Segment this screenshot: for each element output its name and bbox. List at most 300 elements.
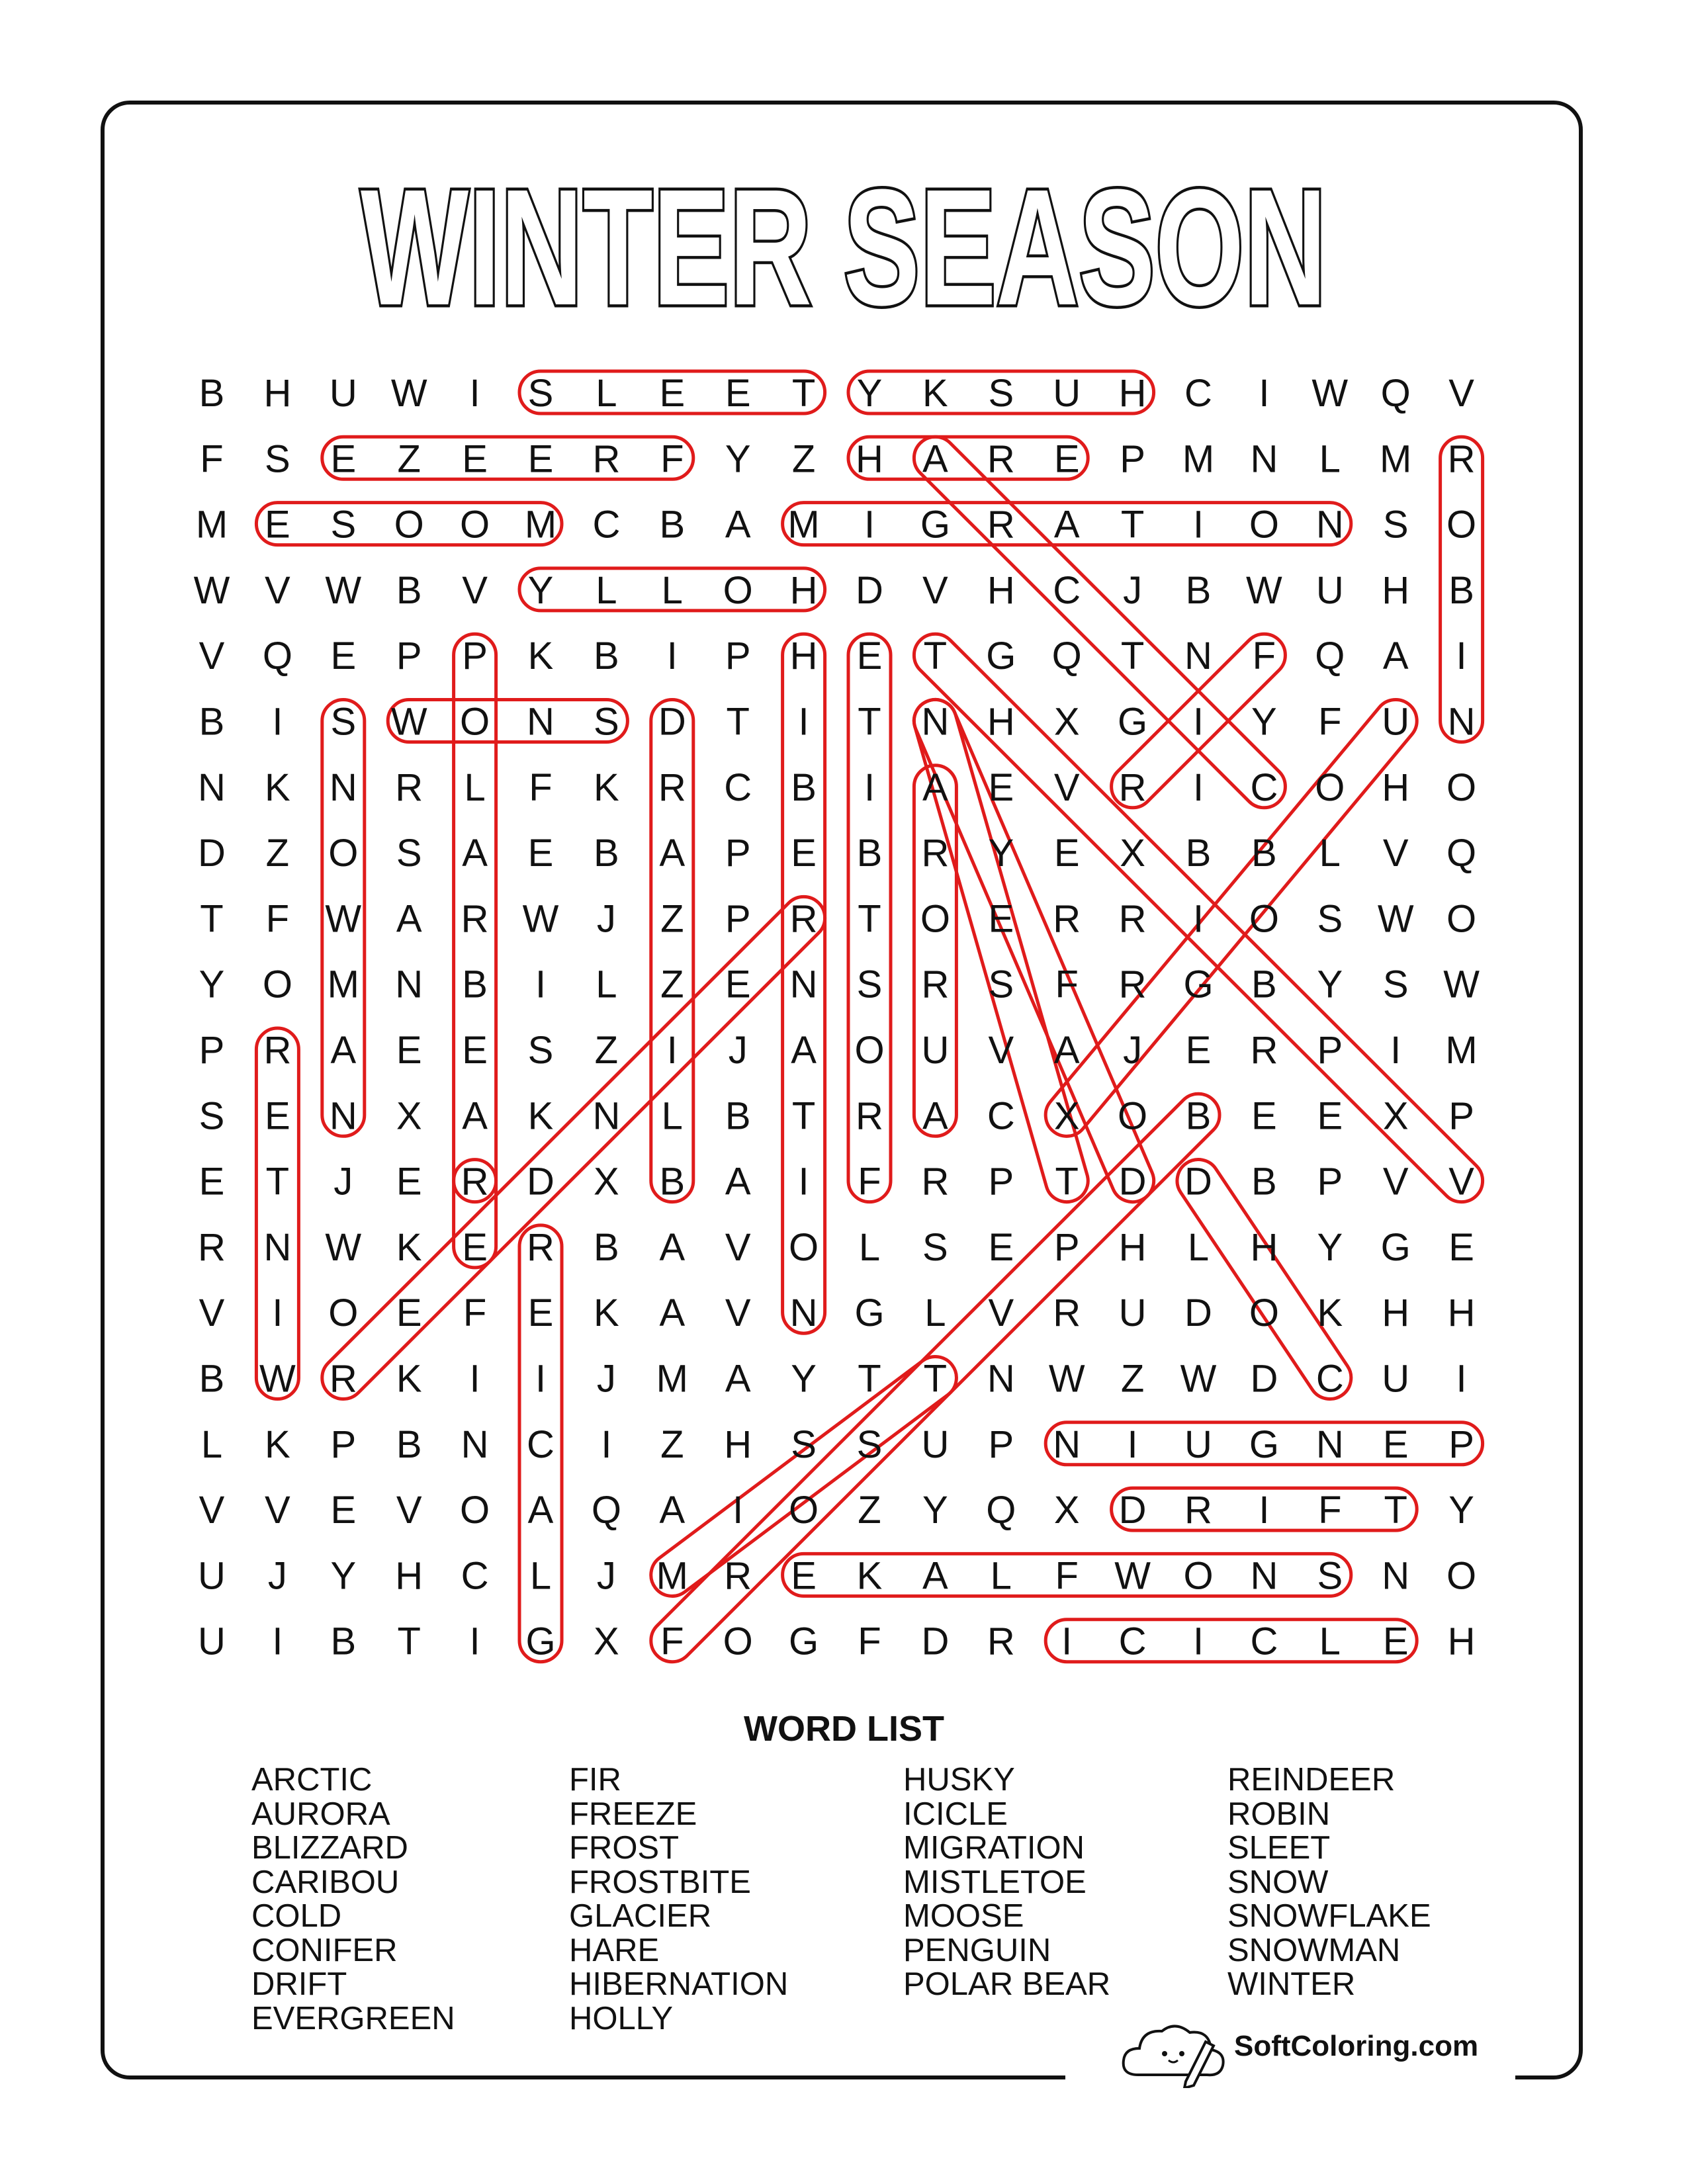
grid-letter: U [1053, 372, 1081, 415]
grid-letter: P [1120, 437, 1145, 481]
grid-letter: E [1317, 1094, 1343, 1138]
grid-letter: V [1382, 832, 1409, 875]
grid-letter: W [1246, 568, 1282, 612]
grid-letter: D [921, 1620, 950, 1663]
grid-letter: I [666, 634, 678, 678]
word-list-item: HUSKY [903, 1762, 1015, 1798]
grid-letter: G [1380, 1225, 1411, 1269]
grid-letter: H [1118, 372, 1147, 415]
word-list-heading: WORD LIST [744, 1709, 944, 1749]
grid-letter: O [723, 1620, 753, 1663]
grid-letter: P [330, 1422, 357, 1466]
grid-letter: B [659, 503, 686, 546]
grid-letter: U [921, 1029, 950, 1072]
grid-letter: B [856, 832, 883, 875]
grid-letter: X [594, 1160, 619, 1203]
grid-letter: B [462, 963, 488, 1006]
grid-letter: E [791, 1554, 817, 1598]
grid-letter: S [330, 503, 357, 546]
grid-letter: S [988, 372, 1014, 415]
grid-letter: B [1185, 832, 1212, 875]
grid-letter: W [522, 897, 559, 941]
grid-letter: I [1192, 700, 1204, 744]
grid-letter: I [1192, 897, 1204, 941]
grid-letter: A [725, 1160, 751, 1203]
grid-letter: Z [660, 1422, 684, 1466]
grid-letter: P [1448, 1422, 1474, 1466]
grid-letter: J [596, 897, 616, 941]
grid-letter: L [1319, 1620, 1341, 1663]
grid-letter: B [1448, 568, 1474, 612]
grid-letter: Q [1051, 634, 1082, 678]
grid-letter: Y [1317, 1225, 1343, 1269]
brand-logo [1118, 2015, 1479, 2088]
grid-letter: U [1184, 1422, 1212, 1466]
grid-letter: R [1447, 437, 1476, 481]
grid-letter: B [1185, 568, 1212, 612]
grid-letter: M [656, 1357, 688, 1401]
word-list-item: COLD [251, 1898, 342, 1934]
grid-letter: V [988, 1291, 1014, 1335]
word-list-item: DRIFT [251, 1966, 347, 2002]
found-word-loop [848, 437, 1088, 479]
word-list-item: GLACIER [569, 1898, 712, 1934]
grid-letter: E [527, 832, 554, 875]
grid-letter: B [1251, 1160, 1277, 1203]
grid-letter: R [1118, 765, 1147, 809]
grid-letter: B [199, 372, 225, 415]
grid-letter: T [923, 1357, 948, 1401]
grid-letter: I [1456, 1357, 1467, 1401]
word-list-item: ARCTIC [251, 1762, 373, 1798]
grid-letter: L [661, 568, 683, 612]
grid-letter: H [987, 700, 1015, 744]
grid-letter: A [725, 1357, 751, 1401]
grid-letter: K [396, 1357, 422, 1401]
grid-letter: L [200, 1422, 223, 1466]
grid-letter: P [725, 634, 751, 678]
grid-letter: E [1053, 437, 1080, 481]
grid-letter: A [659, 1291, 686, 1335]
grid-letter: T [265, 1160, 290, 1203]
grid-letter: H [987, 568, 1015, 612]
grid-letter: K [527, 634, 554, 678]
grid-letter: G [1183, 963, 1214, 1006]
grid-letter: S [1317, 897, 1343, 941]
grid-letter: V [396, 1489, 422, 1532]
grid-letter: N [789, 963, 818, 1006]
grid-letter: C [1184, 372, 1212, 415]
grid-letter: L [661, 1094, 683, 1138]
grid-letter: V [1382, 1160, 1409, 1203]
grid-letter: Z [791, 437, 816, 481]
grid-letter: U [198, 1554, 226, 1598]
grid-letter: C [1315, 1357, 1344, 1401]
grid-letter: S [527, 1029, 554, 1072]
grid-letter: R [461, 1160, 489, 1203]
brand-text: SoftColoring.com [1234, 2030, 1479, 2062]
grid-letter: I [733, 1489, 744, 1532]
grid-letter: R [1184, 1489, 1212, 1532]
grid-letter: C [1118, 1620, 1147, 1663]
grid-letter: A [922, 437, 948, 481]
grid-letter: Y [791, 1357, 817, 1401]
word-list-item: SNOWFLAKE [1227, 1898, 1431, 1934]
grid-letter: X [1382, 1094, 1409, 1138]
grid-letter: A [922, 1094, 948, 1138]
grid-letter: P [1053, 1225, 1080, 1269]
grid-letter: R [987, 1620, 1015, 1663]
grid-letter: I [1192, 503, 1204, 546]
grid-letter: R [263, 1029, 292, 1072]
grid-letter: E [330, 1489, 357, 1532]
word-list-item: PENGUIN [903, 1932, 1051, 1968]
grid-letter: J [1123, 1029, 1143, 1072]
grid-letter: N [921, 700, 950, 744]
grid-letter: K [922, 372, 948, 415]
grid-letter: F [200, 437, 224, 481]
grid-letter: O [789, 1489, 819, 1532]
grid-letter: E [527, 437, 554, 481]
grid-letter: E [396, 1160, 422, 1203]
grid-letter: E [791, 832, 817, 875]
grid-letter: K [1317, 1291, 1343, 1335]
grid-letter: L [1187, 1225, 1210, 1269]
found-word-loop [1045, 1620, 1417, 1662]
grid-letter: A [659, 1489, 686, 1532]
grid-letter: K [396, 1225, 422, 1269]
grid-letter: U [921, 1422, 950, 1466]
grid-letter: D [1118, 1489, 1147, 1532]
word-list-item: CARIBOU [251, 1864, 400, 1900]
grid-letter: A [462, 1094, 488, 1138]
found-word-loop [905, 428, 1294, 816]
grid-letter: E [1185, 1029, 1212, 1072]
grid-letter: T [1384, 1489, 1407, 1532]
grid-letter: R [1053, 897, 1081, 941]
grid-letter: T [858, 1357, 881, 1401]
grid-letter: D [1250, 1357, 1278, 1401]
grid-letter: F [660, 1620, 684, 1663]
grid-letter: G [789, 1620, 819, 1663]
grid-letter: F [463, 1291, 487, 1335]
word-list-item: ICICLE [903, 1796, 1008, 1832]
grid-letter: T [397, 1620, 421, 1663]
word-list-column [1227, 1763, 1431, 2002]
grid-letter: H [1447, 1620, 1476, 1663]
grid-letter: S [396, 832, 422, 875]
grid-letter: I [864, 765, 875, 809]
grid-letter: O [854, 1029, 885, 1072]
grid-letter: S [1382, 963, 1409, 1006]
grid-letter: E [330, 437, 357, 481]
grid-letter: T [923, 634, 948, 678]
grid-letter: T [1120, 503, 1145, 546]
grid-letter: H [1118, 1225, 1147, 1269]
grid-letter: K [265, 765, 290, 809]
grid-letter: H [395, 1554, 423, 1598]
grid-letter: H [1382, 765, 1410, 809]
grid-letter: B [1251, 832, 1277, 875]
grid-letter: K [527, 1094, 554, 1138]
grid-letter: R [395, 765, 423, 809]
grid-letter: F [265, 897, 290, 941]
grid-letter: N [987, 1357, 1015, 1401]
grid-letter: Z [265, 832, 290, 875]
grid-letter: A [791, 1029, 817, 1072]
grid-letter: I [469, 372, 480, 415]
word-list-item: FROST [569, 1830, 680, 1866]
grid-letter: N [1447, 700, 1476, 744]
grid-letter: W [193, 568, 230, 612]
grid-letter: E [1382, 1422, 1409, 1466]
grid-letter: U [198, 1620, 226, 1663]
grid-letter: O [328, 832, 359, 875]
grid-letter: X [594, 1620, 619, 1663]
word-list-item: FROSTBITE [569, 1864, 751, 1900]
word-list-item: HARE [569, 1932, 660, 1968]
grid-letter: I [666, 1029, 678, 1072]
grid-letter: I [535, 1357, 547, 1401]
grid-letter: D [1184, 1291, 1212, 1335]
grid-letter: K [594, 1291, 619, 1335]
grid-letter: A [1382, 634, 1409, 678]
word-list-item: SLEET [1227, 1830, 1331, 1866]
grid-letter: Z [660, 963, 684, 1006]
grid-letter: O [1249, 897, 1279, 941]
grid-letter: R [921, 1160, 950, 1203]
grid-letter: M [1445, 1029, 1478, 1072]
grid-letter: N [1250, 437, 1278, 481]
grid-letter: B [594, 1225, 619, 1269]
grid-letter: W [259, 1357, 296, 1401]
grid-letter: H [789, 568, 818, 612]
grid-letter: U [1315, 568, 1344, 612]
grid-letter: Z [397, 437, 421, 481]
grid-letter: O [328, 1291, 359, 1335]
grid-letter: P [988, 1422, 1014, 1466]
grid-letter: I [1061, 1620, 1073, 1663]
grid-letter: W [1311, 372, 1349, 415]
found-word-loops [256, 371, 1491, 1671]
grid-letter: I [535, 963, 547, 1006]
grid-letter: V [265, 568, 290, 612]
grid-letter: E [265, 1094, 290, 1138]
grid-letter: N [1053, 1422, 1081, 1466]
grid-letter: W [390, 372, 427, 415]
grid-letter: M [195, 503, 228, 546]
grid-letter: W [390, 700, 427, 744]
grid-letter: S [594, 700, 619, 744]
grid-letter: X [1053, 1489, 1080, 1532]
grid-letter: I [272, 700, 283, 744]
grid-letter: R [461, 897, 489, 941]
grid-letter: C [461, 1554, 489, 1598]
grid-letter: E [1053, 832, 1080, 875]
word-list-item: AURORA [251, 1796, 390, 1832]
grid-letter: N [789, 1291, 818, 1335]
grid-letter: V [725, 1225, 751, 1269]
grid-letter: C [527, 1422, 555, 1466]
grid-letter: B [594, 634, 619, 678]
grid-letter: F [529, 765, 553, 809]
found-word-loop [314, 888, 834, 1408]
grid-letter: V [199, 1291, 225, 1335]
grid-letter: F [1318, 1489, 1342, 1532]
grid-letter: I [864, 503, 875, 546]
grid-letter: U [329, 372, 357, 415]
grid-letter: Y [725, 437, 751, 481]
grid-letter: Y [527, 568, 554, 612]
grid-letter: L [1319, 437, 1341, 481]
grid-letter: N [329, 765, 357, 809]
grid-letter: E [265, 503, 290, 546]
grid-letter: O [1446, 897, 1477, 941]
grid-letter: R [592, 437, 621, 481]
grid-letter: A [1053, 503, 1080, 546]
grid-letter: X [1120, 832, 1145, 875]
grid-letter: I [601, 1422, 612, 1466]
grid-letter: S [330, 700, 357, 744]
grid-letter: F [1318, 700, 1342, 744]
grid-letter: W [325, 897, 362, 941]
grid-letter: B [594, 832, 619, 875]
grid-letter: Z [660, 897, 684, 941]
word-list-item: WINTER [1227, 1966, 1356, 2002]
grid-letter: E [856, 634, 883, 678]
grid-letter: L [858, 1225, 881, 1269]
grid-letter: V [199, 1489, 225, 1532]
grid-letter: O [1183, 1554, 1214, 1598]
grid-letter: Y [922, 1489, 948, 1532]
grid-letter: N [1382, 1554, 1410, 1598]
grid-letter: L [596, 963, 617, 1006]
grid-letter: A [922, 1554, 948, 1598]
word-list-item: FREEZE [569, 1796, 697, 1832]
grid-letter: N [461, 1422, 489, 1466]
grid-letter: E [1448, 1225, 1474, 1269]
grid-letter: E [659, 372, 686, 415]
grid-letter: R [1118, 963, 1147, 1006]
grid-letter: Y [199, 963, 225, 1006]
grid-letter: E [199, 1160, 225, 1203]
grid-letter: E [1382, 1620, 1409, 1663]
grid-letter: W [1180, 1357, 1217, 1401]
word-list-item: MISTLETOE [903, 1864, 1087, 1900]
grid-letter: A [1053, 1029, 1080, 1072]
grid-letter: C [592, 503, 621, 546]
grid-letter: E [988, 1225, 1014, 1269]
grid-letter: I [272, 1620, 283, 1663]
grid-letter: U [1382, 700, 1410, 744]
grid-letter: E [462, 437, 488, 481]
word-list-item: MIGRATION [903, 1830, 1085, 1866]
grid-letter: A [527, 1489, 554, 1532]
grid-letter: B [659, 1160, 686, 1203]
found-word-loop [914, 765, 956, 1137]
found-word-loop [1037, 691, 1425, 1145]
grid-letters [194, 372, 1480, 1663]
grid-letter: L [596, 568, 617, 612]
grid-letter: Y [1448, 1489, 1474, 1532]
grid-letter: Y [988, 832, 1014, 875]
grid-letter: S [988, 963, 1014, 1006]
grid-letter: K [856, 1554, 883, 1598]
grid-letter: T [726, 700, 750, 744]
grid-letter: R [1118, 897, 1147, 941]
grid-letter: L [529, 1554, 552, 1598]
grid-letter: O [460, 503, 490, 546]
grid-letter: O [789, 1225, 819, 1269]
grid-letter: I [798, 700, 809, 744]
grid-letter: G [986, 634, 1016, 678]
grid-letter: O [1315, 765, 1345, 809]
grid-letter: I [1456, 634, 1467, 678]
grid-letter: R [1053, 1291, 1081, 1335]
grid-letter: M [787, 503, 820, 546]
grid-letter: C [1053, 568, 1081, 612]
grid-letter: I [469, 1357, 480, 1401]
grid-letter: P [1317, 1160, 1343, 1203]
grid-letter: F [660, 437, 684, 481]
grid-letter: O [1446, 503, 1477, 546]
grid-letter: B [199, 1357, 225, 1401]
grid-letter: O [460, 700, 490, 744]
grid-letter: A [922, 765, 948, 809]
grid-letter: N [329, 1094, 357, 1138]
grid-letter: P [199, 1029, 225, 1072]
grid-letter: F [1055, 1554, 1079, 1598]
grid-letter: Q [1315, 634, 1345, 678]
grid-letter: I [1192, 1620, 1204, 1663]
grid-letter: N [1315, 1422, 1344, 1466]
grid-letter: N [1184, 634, 1212, 678]
grid-letter: L [990, 1554, 1012, 1598]
grid-letter: L [924, 1291, 946, 1335]
grid-letter: R [856, 1094, 883, 1138]
grid-letter: D [198, 832, 226, 875]
grid-letter: C [724, 765, 752, 809]
grid-letter: W [1114, 1554, 1151, 1598]
grid-letter: S [265, 437, 290, 481]
grid-letter: H [263, 372, 292, 415]
grid-letter: P [1448, 1094, 1474, 1138]
grid-letter: G [854, 1291, 885, 1335]
grid-letter: S [922, 1225, 948, 1269]
grid-letter: Q [986, 1489, 1016, 1532]
grid-letter: Y [1251, 700, 1277, 744]
grid-letter: O [920, 897, 950, 941]
grid-letter: D [527, 1160, 555, 1203]
word-list-item: EVERGREEN [251, 2000, 455, 2036]
word-list-item: SNOWMAN [1227, 1932, 1401, 1968]
word-list-column [903, 1763, 1110, 2002]
word-list [0, 1763, 1688, 2041]
grid-letter: R [724, 1554, 752, 1598]
grid-letter: M [524, 503, 557, 546]
grid-letter: I [469, 1620, 480, 1663]
grid-letter: V [725, 1291, 751, 1335]
grid-letter: A [659, 832, 686, 875]
grid-letter: N [395, 963, 423, 1006]
grid-letter: G [1249, 1422, 1279, 1466]
grid-letter: B [791, 765, 817, 809]
grid-letter: R [329, 1357, 357, 1401]
grid-letter: S [199, 1094, 225, 1138]
grid-letter: O [1446, 1554, 1477, 1598]
grid-letter: M [656, 1554, 688, 1598]
grid-letter: Q [591, 1489, 621, 1532]
